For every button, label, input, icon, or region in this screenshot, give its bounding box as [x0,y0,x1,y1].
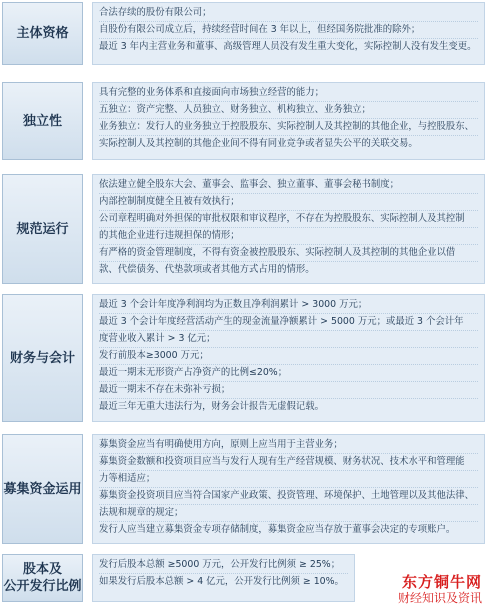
content-line: 募集资金应当有明确使用方向，原则上应当用于主营业务； [99,437,478,454]
site-watermark [398,573,482,606]
section-finance-accounting [2,294,485,422]
section-label [2,174,83,284]
content-line: 募集资金投资项目应当符合国家产业政策、投资管理、环境保护、土地管理以及其他法律、 [99,488,478,505]
content-line: 最近一期末无形资产占净资产的比例≤20%； [99,365,478,382]
section-fund-usage [2,434,485,544]
section-label [2,434,83,544]
content-line: 的其他企业进行违规担保的情形； [99,228,478,245]
content-line: 内部控制制度健全且被有效执行； [99,194,478,211]
content-line: 业务独立：发行人的业务独立于控股股东、实际控制人及其控制的其他企业，与控股股东、 [99,119,478,136]
content-line: 发行后股本总额 ≥5000 万元，公开发行比例须 ≥ 25%； [99,557,348,574]
content-line: 款、代偿债务、代垫款项或者其他方式占用的情形。 [99,264,315,275]
section-label-text: 财务与会计 [9,350,75,366]
watermark-tagline: 财经知识及资讯 [397,591,482,605]
content-line: 实际控制人及其控制的其他企业间不得有同业竞争或者显失公平的关联交易。 [99,138,418,149]
content-line: 力等相适应； [99,471,478,488]
content-line: 有严格的资金管理制度，不得有资金被控股股东、实际控制人及其控制的其他企业以借 [99,245,478,262]
content-line: 公司章程明确对外担保的审批权限和审议程序，不存在为控股股东、实际控制人及其控制 [99,211,478,228]
section-label-text: 募集资金运用 [3,481,82,497]
section-independence [2,82,485,160]
content-line: 五独立：资产完整、人员独立、财务独立、机构独立、业务独立； [99,102,478,119]
section-label-text: 独立性 [22,113,62,129]
section-label-text: 主体资格 [16,26,69,41]
section-content [92,554,355,602]
content-line: 最近 3 个会计年度净利润均为正数且净利润累计 > 3000 万元； [99,297,478,314]
section-label [2,294,83,422]
section-content [92,294,485,422]
section-content [92,82,485,160]
section-label [2,82,83,160]
content-line: 最近一期末不存在未弥补亏损； [99,382,478,399]
section-label [2,2,83,65]
section-content [92,434,485,544]
section-label-text: 规范运行 [16,221,69,237]
section-content [92,2,485,65]
content-line: 发行前股本≥3000 万元； [99,348,478,365]
content-line: 最近 3 个会计年度经营活动产生的现金流量净额累计 > 5000 万元；或最近 3 个会计年 [99,314,478,331]
content-line: 如果发行后股本总额 > 4 亿元，公开发行比例须 ≥ 10%。 [99,576,344,587]
content-line: 自股份有限公司成立后，持续经营时间在 3 年以上，但经国务院批准的除外； [99,22,478,39]
section-content [92,174,485,284]
content-line: 募集资金数额和投资项目应当与发行人现有生产经营规模、财务状况、技术水平和管理能 [99,454,478,471]
content-line: 具有完整的业务体系和直接面向市场独立经营的能力； [99,85,478,102]
content-line: 法规和规章的规定； [99,505,478,522]
content-line: 最近 3 年内主营业务和董事、高级管理人员没有发生重大变化，实际控制人没有发生变更。 [99,41,477,52]
content-line: 发行人应当建立募集资金专项存储制度，募集资金应当存放于董事会决定的专项账户。 [99,524,456,535]
content-line: 依法建立健全股东大会、董事会、监事会、独立董事、董事会秘书制度； [99,177,478,194]
content-line: 最近三年无重大违法行为，财务会计报告无虚假记载。 [99,401,325,412]
section-standard-operation [2,174,485,284]
section-label [2,554,83,602]
content-line: 合法存续的股份有限公司； [99,5,478,22]
content-line: 度营业收入累计 > 3 亿元； [99,331,478,348]
section-subject-qualification [2,2,485,65]
watermark-brand: 东方铜牛网 [401,573,482,591]
section-label-text: 股本及 公开发行比例 [3,562,82,594]
